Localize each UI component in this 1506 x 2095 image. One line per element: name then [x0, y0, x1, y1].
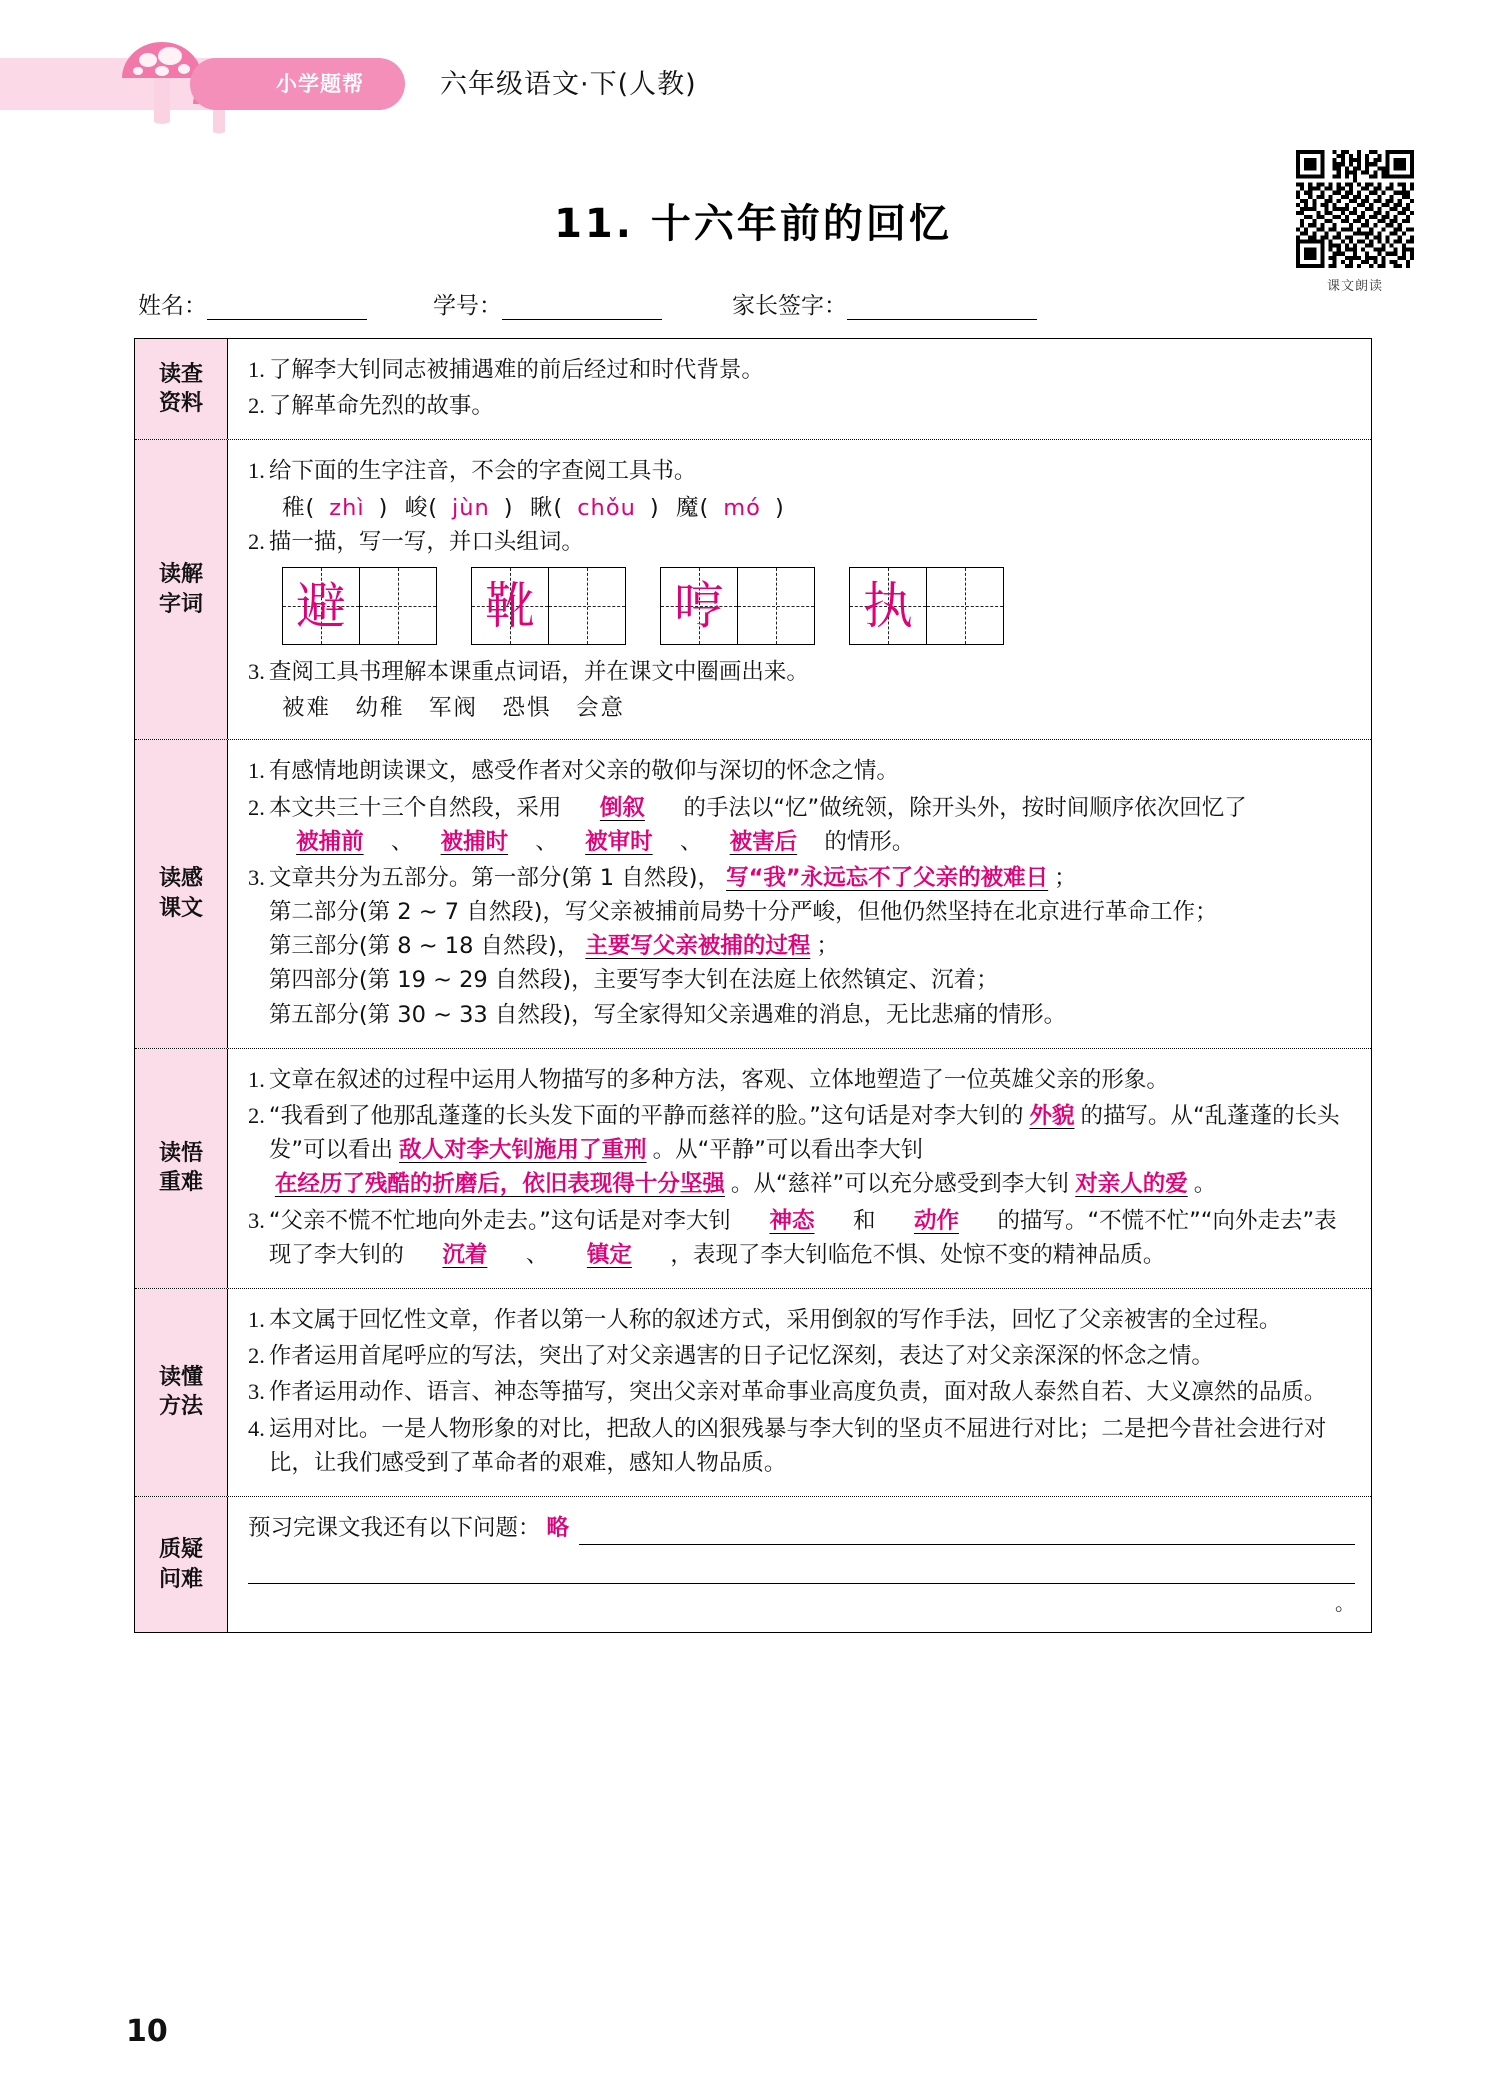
- section-head-line-1: 读感: [158, 866, 203, 892]
- parent-signature-field-group[interactable]: [732, 287, 1037, 320]
- list-item: [248, 1375, 1355, 1409]
- character-practice-grid: [282, 567, 1355, 645]
- practice-character: 靴: [485, 576, 535, 635]
- practice-character: 哼: [674, 576, 724, 635]
- list-item: [248, 1204, 1355, 1272]
- fill-blank-answer[interactable]: 被捕前: [296, 828, 364, 855]
- character-box-empty[interactable]: [926, 568, 1003, 644]
- pinyin-char: 瞅: [529, 494, 554, 521]
- item-number: 3.: [248, 658, 265, 684]
- name-label: 姓名：: [138, 293, 207, 319]
- grade-subject-label: 六年级语文·下(人教): [440, 69, 697, 100]
- section-body-read-methods: [228, 1289, 1371, 1496]
- parent-signature-label: 家长签字：: [732, 293, 847, 319]
- section-head-line-1: 质疑: [158, 1536, 203, 1562]
- practice-character: 执: [863, 576, 913, 635]
- qr-caption: 课文朗读: [1326, 279, 1383, 294]
- section-row-read-methods: [135, 1289, 1371, 1497]
- section-row-questions: [135, 1497, 1371, 1633]
- character-box-pair[interactable]: [849, 567, 1004, 645]
- text-fragment: 的描写。“不慌不忙”“向外走去”表现了李大钊的: [268, 1207, 1337, 1268]
- section-head-read-insight: [135, 1049, 228, 1288]
- item-number: 1.: [248, 458, 265, 484]
- pinyin-answer[interactable]: jùn: [452, 494, 490, 521]
- item-text: [269, 1204, 1355, 1272]
- item-number: 1.: [248, 1306, 265, 1332]
- text-fragment: ；: [1054, 864, 1077, 891]
- item-text: 本文属于回忆性文章，作者以第一人称的叙述方式，采用倒叙的写作手法，回忆了父亲被害的全过程。: [268, 1306, 1282, 1333]
- item-text: [269, 1099, 1355, 1202]
- parent-signature-input[interactable]: [847, 297, 1037, 320]
- section-head-read-vocabulary: [135, 440, 228, 739]
- item-number: 2.: [248, 1103, 265, 1128]
- text-fragment: 的情形。: [824, 828, 915, 855]
- page-title: 11. 十六年前的回忆: [554, 201, 952, 247]
- section-head-read-comprehension: [135, 740, 228, 1048]
- part-three-line: [269, 929, 1355, 963]
- item-number: 2.: [248, 794, 265, 820]
- text-fragment: 的描写。从“乱蓬蓬的长头发”可以看出: [268, 1103, 1340, 1164]
- section-head-read-research: [135, 339, 228, 439]
- pinyin-char: 稚: [282, 494, 306, 521]
- section-head-line-2: 课文: [158, 896, 203, 922]
- question-answer-line-2[interactable]: [248, 1561, 1355, 1584]
- character-box-filled[interactable]: [283, 568, 359, 644]
- list-item: [248, 389, 1355, 423]
- text-fragment: 和: [852, 1207, 876, 1234]
- worksheet-table: [134, 338, 1372, 1633]
- practice-character: 避: [296, 576, 346, 635]
- character-box-empty[interactable]: [737, 568, 814, 644]
- text-fragment: ，表现了李大钊临危不惧、处惊不变的精神品质。: [670, 1241, 1166, 1268]
- name-input[interactable]: [207, 297, 367, 320]
- text-fragment: ；: [816, 933, 839, 960]
- student-id-field-group[interactable]: [433, 287, 662, 320]
- text-fragment: 第四部分(第 19 ~ 29 自然段)，主要写李大钊在法庭上依然镇定、沉着；: [268, 967, 999, 994]
- text-fragment: “父亲不慌不忙地向外走去。”这句话是对李大钊: [268, 1207, 731, 1234]
- question-prompt: 预习完课文我还有以下问题：: [248, 1514, 541, 1541]
- qr-code-icon[interactable]: [1296, 150, 1414, 268]
- page-number: 10: [126, 2014, 168, 2049]
- section-head-line-1: 读查: [158, 361, 203, 387]
- separator: 、: [525, 1241, 549, 1268]
- item-text: 了解革命先烈的故事。: [268, 393, 494, 420]
- key-words-list: 被难 幼稚 军阀 恐惧 会意: [282, 695, 626, 722]
- list-item: [248, 861, 1355, 1032]
- item-number: 1.: [248, 357, 265, 382]
- fill-blank-answer[interactable]: 被害后: [729, 828, 798, 855]
- item-number: 2.: [248, 528, 265, 554]
- end-mark: 。: [1335, 1591, 1355, 1616]
- text-fragment: 的手法以“忆”做统领，除开头外，按时间顺序依次回忆了: [683, 794, 1247, 821]
- item-number: 3.: [248, 1207, 265, 1233]
- list-item: [248, 1063, 1355, 1097]
- section-body-read-research: [228, 339, 1371, 439]
- fill-blank-answer[interactable]: 敌人对李大钊施用了重刑: [399, 1137, 647, 1164]
- section-body-read-comprehension: [228, 740, 1371, 1048]
- question-answer-line[interactable]: [579, 1524, 1355, 1545]
- item-text: 描一描，写一写，并口头组词。: [268, 528, 584, 555]
- student-info-row: [138, 287, 1238, 320]
- fill-blank-answer[interactable]: 镇定: [586, 1241, 632, 1268]
- text-fragment: 第五部分(第 30 ~ 33 自然段)，写全家得知父亲遇难的消息，无比悲痛的情形。: [268, 1001, 1067, 1028]
- section-body-read-vocabulary: [228, 440, 1371, 739]
- fill-blank-answer[interactable]: 被捕时: [440, 828, 509, 855]
- section-head-line-1: 读懂: [158, 1364, 203, 1390]
- fill-blank-answer[interactable]: 沉着: [442, 1241, 488, 1268]
- character-box-filled[interactable]: [850, 568, 926, 644]
- list-item: [248, 353, 1355, 387]
- section-head-line-1: 读解: [158, 562, 203, 588]
- item-text: 查阅工具书理解本课重点词语，并在课文中圈画出来。: [268, 658, 809, 685]
- section-head-line-2: 字词: [158, 591, 203, 617]
- section-row-read-comprehension: [135, 740, 1371, 1049]
- list-item: [248, 754, 1355, 788]
- section-row-read-insight: [135, 1049, 1371, 1289]
- section-row-read-vocabulary: [135, 440, 1371, 740]
- fill-blank-answer[interactable]: 神态: [769, 1207, 815, 1234]
- separator: 、: [535, 828, 558, 855]
- item-text: [269, 861, 1355, 1032]
- fill-blank-answer[interactable]: 外貌: [1029, 1103, 1075, 1129]
- section-head-line-2: 问难: [158, 1566, 203, 1592]
- character-box-filled[interactable]: [661, 568, 737, 644]
- fill-blank-answer[interactable]: 动作: [913, 1207, 959, 1234]
- text-fragment: 第三部分(第 8 ~ 18 自然段)，: [268, 933, 580, 960]
- list-item: [248, 1339, 1355, 1373]
- qr-block[interactable]: [1296, 150, 1414, 294]
- section-row-read-research: [135, 339, 1371, 440]
- name-field-group[interactable]: [138, 287, 367, 320]
- section-body-questions: [228, 1497, 1371, 1633]
- pinyin-answer[interactable]: zhì: [329, 494, 365, 521]
- student-id-input[interactable]: [502, 297, 662, 320]
- text-fragment: 。: [1193, 1171, 1217, 1198]
- fill-blank-answer[interactable]: 倒叙: [599, 794, 645, 821]
- section-head-line-2: 方法: [158, 1394, 203, 1420]
- item-text: 文章在叙述的过程中运用人物描写的多种方法，客观、立体地塑造了一位英雄父亲的形象。: [268, 1066, 1169, 1093]
- item-number: 4.: [248, 1415, 265, 1441]
- fill-blank-answer[interactable]: 对亲人的爱: [1075, 1171, 1188, 1198]
- section-body-read-insight: [228, 1049, 1371, 1288]
- text-fragment: 。从“慈祥”可以充分感受到李大钊: [730, 1171, 1070, 1198]
- list-item: [248, 655, 1355, 689]
- item-text: 有感情地朗读课文，感受作者对父亲的敬仰与深切的怀念之情。: [268, 758, 899, 785]
- item-number: 1.: [248, 1066, 265, 1092]
- pinyin-answer[interactable]: chǒu: [577, 494, 636, 521]
- item-number: 2.: [248, 1343, 265, 1369]
- item-number: 2.: [248, 393, 265, 419]
- item-number: 3.: [248, 1379, 265, 1405]
- list-item: [248, 1099, 1355, 1202]
- pinyin-answer[interactable]: mó: [723, 494, 761, 521]
- question-answer[interactable]: 略: [546, 1514, 570, 1541]
- student-id-label: 学号：: [433, 293, 502, 319]
- list-item: [248, 525, 1355, 559]
- question-prompt-line: [248, 1511, 1355, 1545]
- section-head-questions: [135, 1497, 228, 1633]
- pinyin-char: 峻: [404, 494, 429, 521]
- text-fragment: 文章共分为五部分。第一部分(第 1 自然段)，: [268, 864, 721, 891]
- fill-blank-answer[interactable]: 写“我”永远忘不了父亲的被难日: [726, 864, 1049, 891]
- item-text: 给下面的生字注音，不会的字查阅工具书。: [268, 458, 697, 485]
- text-fragment: 。从“平静”可以看出李大钊: [652, 1137, 924, 1164]
- item-text: [269, 791, 1355, 859]
- section-head-line-2: 资料: [158, 391, 203, 417]
- text-fragment: 本文共三十三个自然段，采用: [268, 794, 562, 821]
- section-head-read-methods: [135, 1289, 228, 1496]
- item-text: 了解李大钊同志被捕遇难的前后经过和时代背景。: [268, 357, 764, 383]
- page-header: [0, 0, 1506, 150]
- list-item: [248, 791, 1355, 859]
- item-text: 运用对比。一是人物形象的对比，把敌人的凶狠残暴与李大钊的坚贞不屈进行对比；二是把今昔社会进行对比，让我们感受到了革命者的艰难，感知人物品质。: [268, 1415, 1327, 1476]
- character-box-pair[interactable]: [282, 567, 437, 645]
- list-item: [248, 1303, 1355, 1337]
- item-text: 作者运用动作、语言、神态等描写，突出父亲对革命事业高度负责，面对敌人泰然自若、大义凛然的品质。: [268, 1379, 1327, 1406]
- fill-blank-answer[interactable]: 在经历了残酷的折磨后，依旧表现得十分坚强: [274, 1171, 725, 1198]
- pinyin-exercise-row: 稚( zhì ) 峻( jùn ) 瞅( chǒu ) 魔( mó ): [282, 494, 785, 521]
- character-box-empty[interactable]: [359, 568, 436, 644]
- text-fragment: “我看到了他那乱蓬蓬的长头发下面的平静而慈祥的脸。”这句话是对李大钊的: [268, 1103, 1024, 1129]
- section-head-line-1: 读悟: [158, 1140, 203, 1166]
- text-fragment: 第二部分(第 2 ~ 7 自然段)，写父亲被捕前局势十分严峻，但他仍然坚持在北京进行革命工作；: [268, 899, 1218, 926]
- character-box-filled[interactable]: [472, 568, 548, 644]
- item-text: 作者运用首尾呼应的写法，突出了对父亲遇害的日子记忆深刻，表达了对父亲深深的怀念之情。: [268, 1343, 1214, 1370]
- list-item: [248, 1412, 1355, 1480]
- character-box-pair[interactable]: [660, 567, 815, 645]
- section-head-line-2: 重难: [158, 1170, 203, 1196]
- item-number: 3.: [248, 864, 265, 890]
- fill-blank-answer[interactable]: 主要写父亲被捕的过程: [585, 933, 811, 960]
- fill-blank-answer[interactable]: 被审时: [585, 828, 653, 855]
- pinyin-char: 魔: [675, 494, 700, 521]
- character-box-pair[interactable]: [471, 567, 626, 645]
- character-box-empty[interactable]: [548, 568, 625, 644]
- item-number: 1.: [248, 758, 265, 784]
- list-item: [248, 454, 1355, 488]
- brand-label: 小学题帮: [276, 72, 364, 96]
- separator: 、: [390, 828, 414, 855]
- separator: 、: [679, 828, 703, 855]
